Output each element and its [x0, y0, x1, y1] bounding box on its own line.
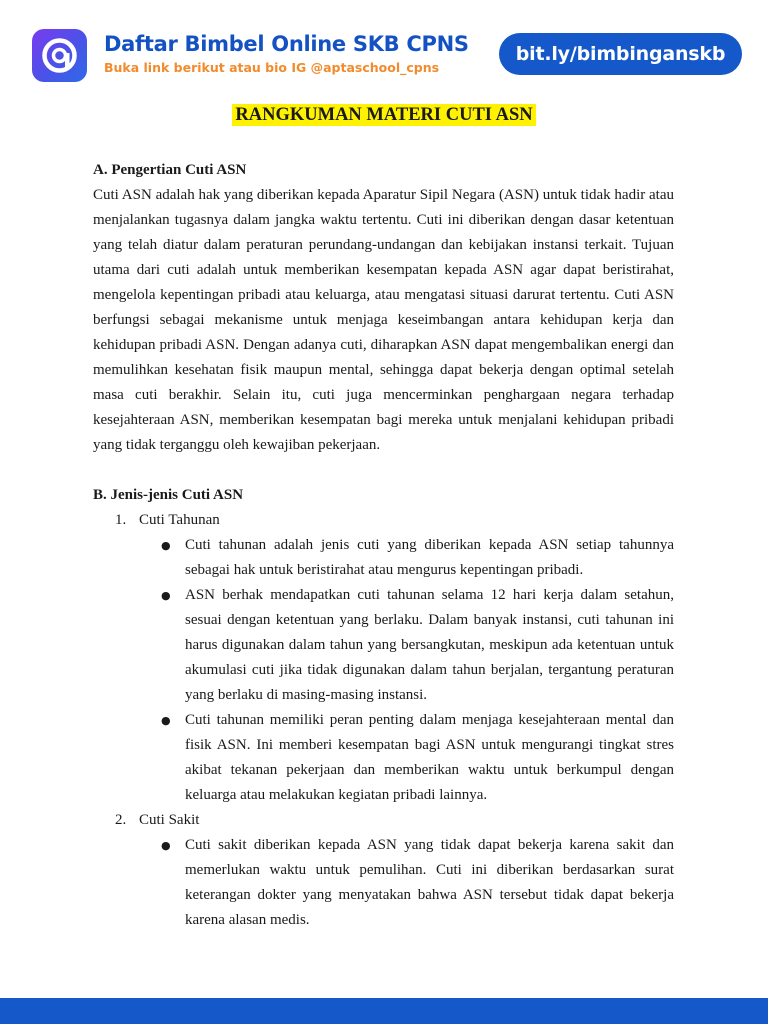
brand-subtitle: Buka link berikut atau bio IG @aptaschool_cpns	[104, 60, 440, 75]
leave-type-item	[93, 808, 674, 933]
bullet-text: Cuti tahunan adalah jenis cuti yang diberikan kepada ASN setiap tahunnya sebagai hak untuk beristirahat atau mengurus kepentingan pribadi.	[185, 537, 674, 578]
bullet-item	[93, 583, 674, 708]
leave-type-item	[93, 508, 674, 808]
bullet-text: Cuti tahunan memiliki peran penting dalam menjaga kesejahteraan mental dan fisik ASN. Ini memberi kesempatan bagi ASN untuk mengurangi tingkat stres akibat tekanan pekerjaan dan memberikan waktu untuk berkumpul dengan keluarga atau melakukan kegiatan pribadi lainnya.	[185, 712, 674, 803]
document-title: RANGKUMAN MATERI CUTI ASN	[232, 104, 535, 126]
bullet-icon: ●	[161, 539, 171, 552]
bullet-list	[93, 533, 674, 808]
leave-type-title: Cuti Tahunan	[139, 512, 220, 528]
section-spacer	[93, 458, 674, 483]
leave-type-label	[93, 808, 674, 833]
list-number: 1.	[115, 512, 127, 528]
registration-link-button[interactable]: bit.ly/bimbinganskb	[499, 33, 742, 75]
leave-type-title: Cuti Sakit	[139, 812, 200, 828]
brand-title: Daftar Bimbel Online SKB CPNS	[104, 32, 469, 56]
section-paragraph-pengertian: Cuti ASN adalah hak yang diberikan kepada Aparatur Sipil Negara (ASN) untuk tidak hadir atau menjalankan tugasnya dalam jangka waktu tertentu. Cuti ini diberikan dengan dasar ketentuan yang telah diatur dalam peraturan perundang-undangan dan kebijakan instansi terkait. Tujuan utama dari cuti adalah untuk memberikan kesempatan kepada ASN agar dapat beristirahat, mengelola kepentingan pribadi atau keluarga, atau mengatasi situasi darurat tertentu. Cuti ASN berfungsi sebagai mekanisme untuk menjaga keseimbangan antara kehidupan kerja dan kehidupan pribadi ASN. Dengan adanya cuti, diharapkan ASN dapat mengembalikan energi dan memulihkan kesehatan fisik maupun mental, sehingga dapat bekerja dengan optimal setelah masa cuti berakhir. Selain itu, cuti juga mencerminkan penghargaan negara terhadap kesejahteraan ASN, memberikan kesempatan bagi mereka untuk menjalani kehidupan pribadi yang tidak terganggu oleh kewajiban pekerjaan.	[93, 187, 674, 453]
bullet-icon: ●	[161, 839, 171, 852]
leave-types-list	[93, 508, 674, 933]
promo-header	[0, 0, 768, 92]
aptaschool-logo	[32, 29, 87, 82]
bullet-text: Cuti sakit diberikan kepada ASN yang tidak dapat bekerja karena sakit dan memerlukan waktu untuk pemulihan. Cuti ini diberikan berdasarkan surat keterangan dokter yang menyatakan bahwa ASN tersebut tidak dapat bekerja karena alasan medis.	[185, 837, 674, 928]
document-title-wrapper	[0, 104, 768, 126]
bullet-item	[93, 833, 674, 933]
list-number: 2.	[115, 812, 127, 828]
bullet-list	[93, 833, 674, 933]
footer-bar	[0, 998, 768, 1024]
bullet-item	[93, 533, 674, 583]
bullet-item	[93, 708, 674, 808]
leave-type-label	[93, 508, 674, 533]
bullet-icon: ●	[161, 714, 171, 727]
bullet-icon: ●	[161, 589, 171, 602]
section-heading-pengertian: A. Pengertian Cuti ASN	[93, 162, 247, 178]
bullet-text: ASN berhak mendapatkan cuti tahunan selama 12 hari kerja dalam setahun, sesuai dengan ketentuan yang berlaku. Dalam banyak instansi, cuti tahunan ini harus digunakan dalam tahun yang bersangkutan, meskipun ada ketentuan untuk akumulasi cuti jika tidak digunakan dalam tahun berjalan, tergantung peraturan yang berlaku di masing-masing instansi.	[185, 587, 674, 703]
section-heading-jenis: B. Jenis-jenis Cuti ASN	[93, 487, 244, 503]
document-body	[93, 158, 674, 933]
